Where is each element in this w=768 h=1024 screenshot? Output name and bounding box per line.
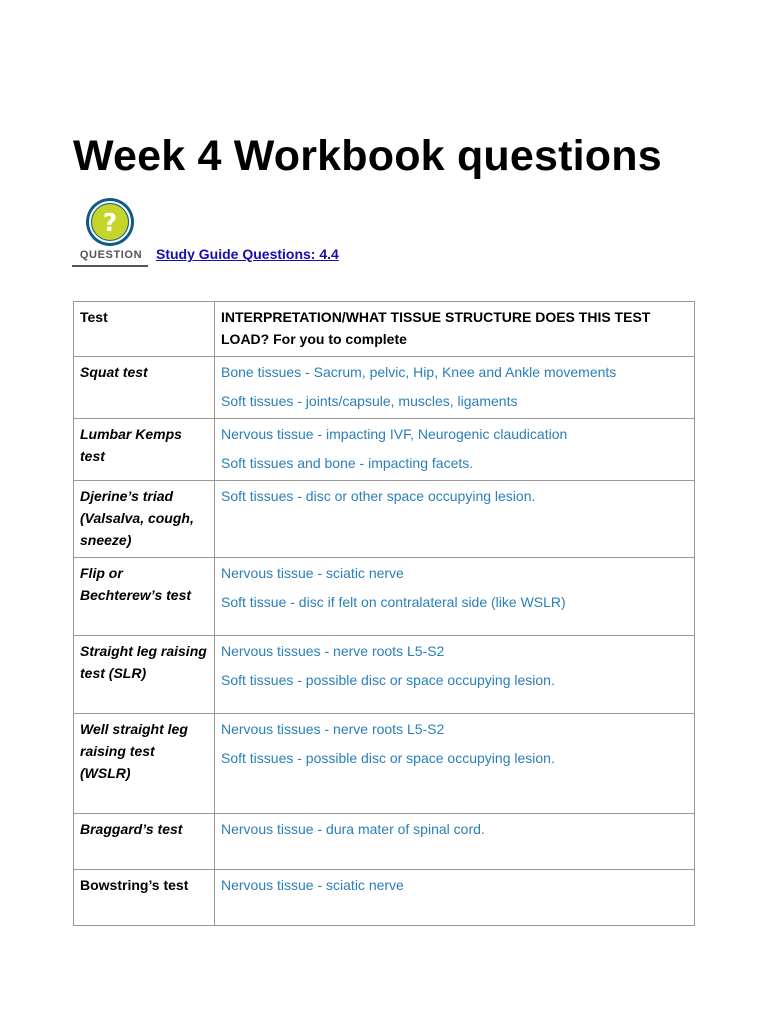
tests-table <box>73 301 695 926</box>
description-line: Bone tissues - Sacrum, pelvic, Hip, Knee and Ankle movements <box>221 364 617 380</box>
description-line: Soft tissues - joints/capsule, muscles, ligaments <box>221 393 518 409</box>
test-name: Straight leg raising test (SLR) <box>74 636 215 714</box>
description-line: Nervous tissue - impacting IVF, Neurogenic claudication <box>221 426 568 442</box>
test-name: Djerine’s triad (Valsalva, cough, sneeze) <box>74 481 215 558</box>
description-line: Soft tissues - possible disc or space occupying lesion. <box>221 750 555 766</box>
table-header-row <box>74 302 695 357</box>
study-guide-link[interactable]: Study Guide Questions: 4.4 <box>156 246 339 262</box>
test-description <box>215 636 695 714</box>
header-description: INTERPRETATION/WHAT TISSUE STRUCTURE DOES THIS TEST LOAD? For you to complete <box>215 302 695 357</box>
table-row <box>74 870 695 926</box>
test-name: Lumbar Kemps test <box>74 419 215 481</box>
description-line: Soft tissues - disc or other space occupying lesion. <box>221 488 536 504</box>
test-description <box>215 357 695 419</box>
description-line: Soft tissue - disc if felt on contralateral side (like WSLR) <box>221 594 566 610</box>
description-line: Nervous tissues - nerve roots L5-S2 <box>221 721 445 737</box>
table-row <box>74 814 695 870</box>
question-icon-underline <box>72 265 148 267</box>
description-line: Nervous tissues - nerve roots L5-S2 <box>221 643 445 659</box>
test-name: Bowstring’s test <box>74 870 215 926</box>
test-name: Well straight leg raising test (WSLR) <box>74 714 215 814</box>
description-line: Nervous tissue - sciatic nerve <box>221 877 404 893</box>
test-description <box>215 558 695 636</box>
description-line: Nervous tissue - dura mater of spinal cord. <box>221 821 485 837</box>
test-description <box>215 714 695 814</box>
table-row <box>74 714 695 814</box>
question-ring <box>89 201 131 243</box>
table-row <box>74 481 695 558</box>
test-name: Braggard’s test <box>74 814 215 870</box>
test-description <box>215 481 695 558</box>
table-row <box>74 636 695 714</box>
test-description <box>215 419 695 481</box>
page-title: Week 4 Workbook questions <box>73 132 662 180</box>
test-description <box>215 814 695 870</box>
description-line: Soft tissues - possible disc or space occupying lesion. <box>221 672 555 688</box>
description-line: Nervous tissue - sciatic nerve <box>221 565 404 581</box>
question-mark-icon: ? <box>92 204 128 240</box>
table-row <box>74 558 695 636</box>
question-icon-label: QUESTION <box>79 249 143 261</box>
question-icon <box>72 196 148 268</box>
test-name: Flip or Bechterew’s test <box>74 558 215 636</box>
table-row <box>74 357 695 419</box>
test-description <box>215 870 695 926</box>
description-line: Soft tissues and bone - impacting facets. <box>221 455 474 471</box>
header-test: Test <box>74 302 215 357</box>
question-circle <box>86 198 134 246</box>
table-row <box>74 419 695 481</box>
test-name: Squat test <box>74 357 215 419</box>
